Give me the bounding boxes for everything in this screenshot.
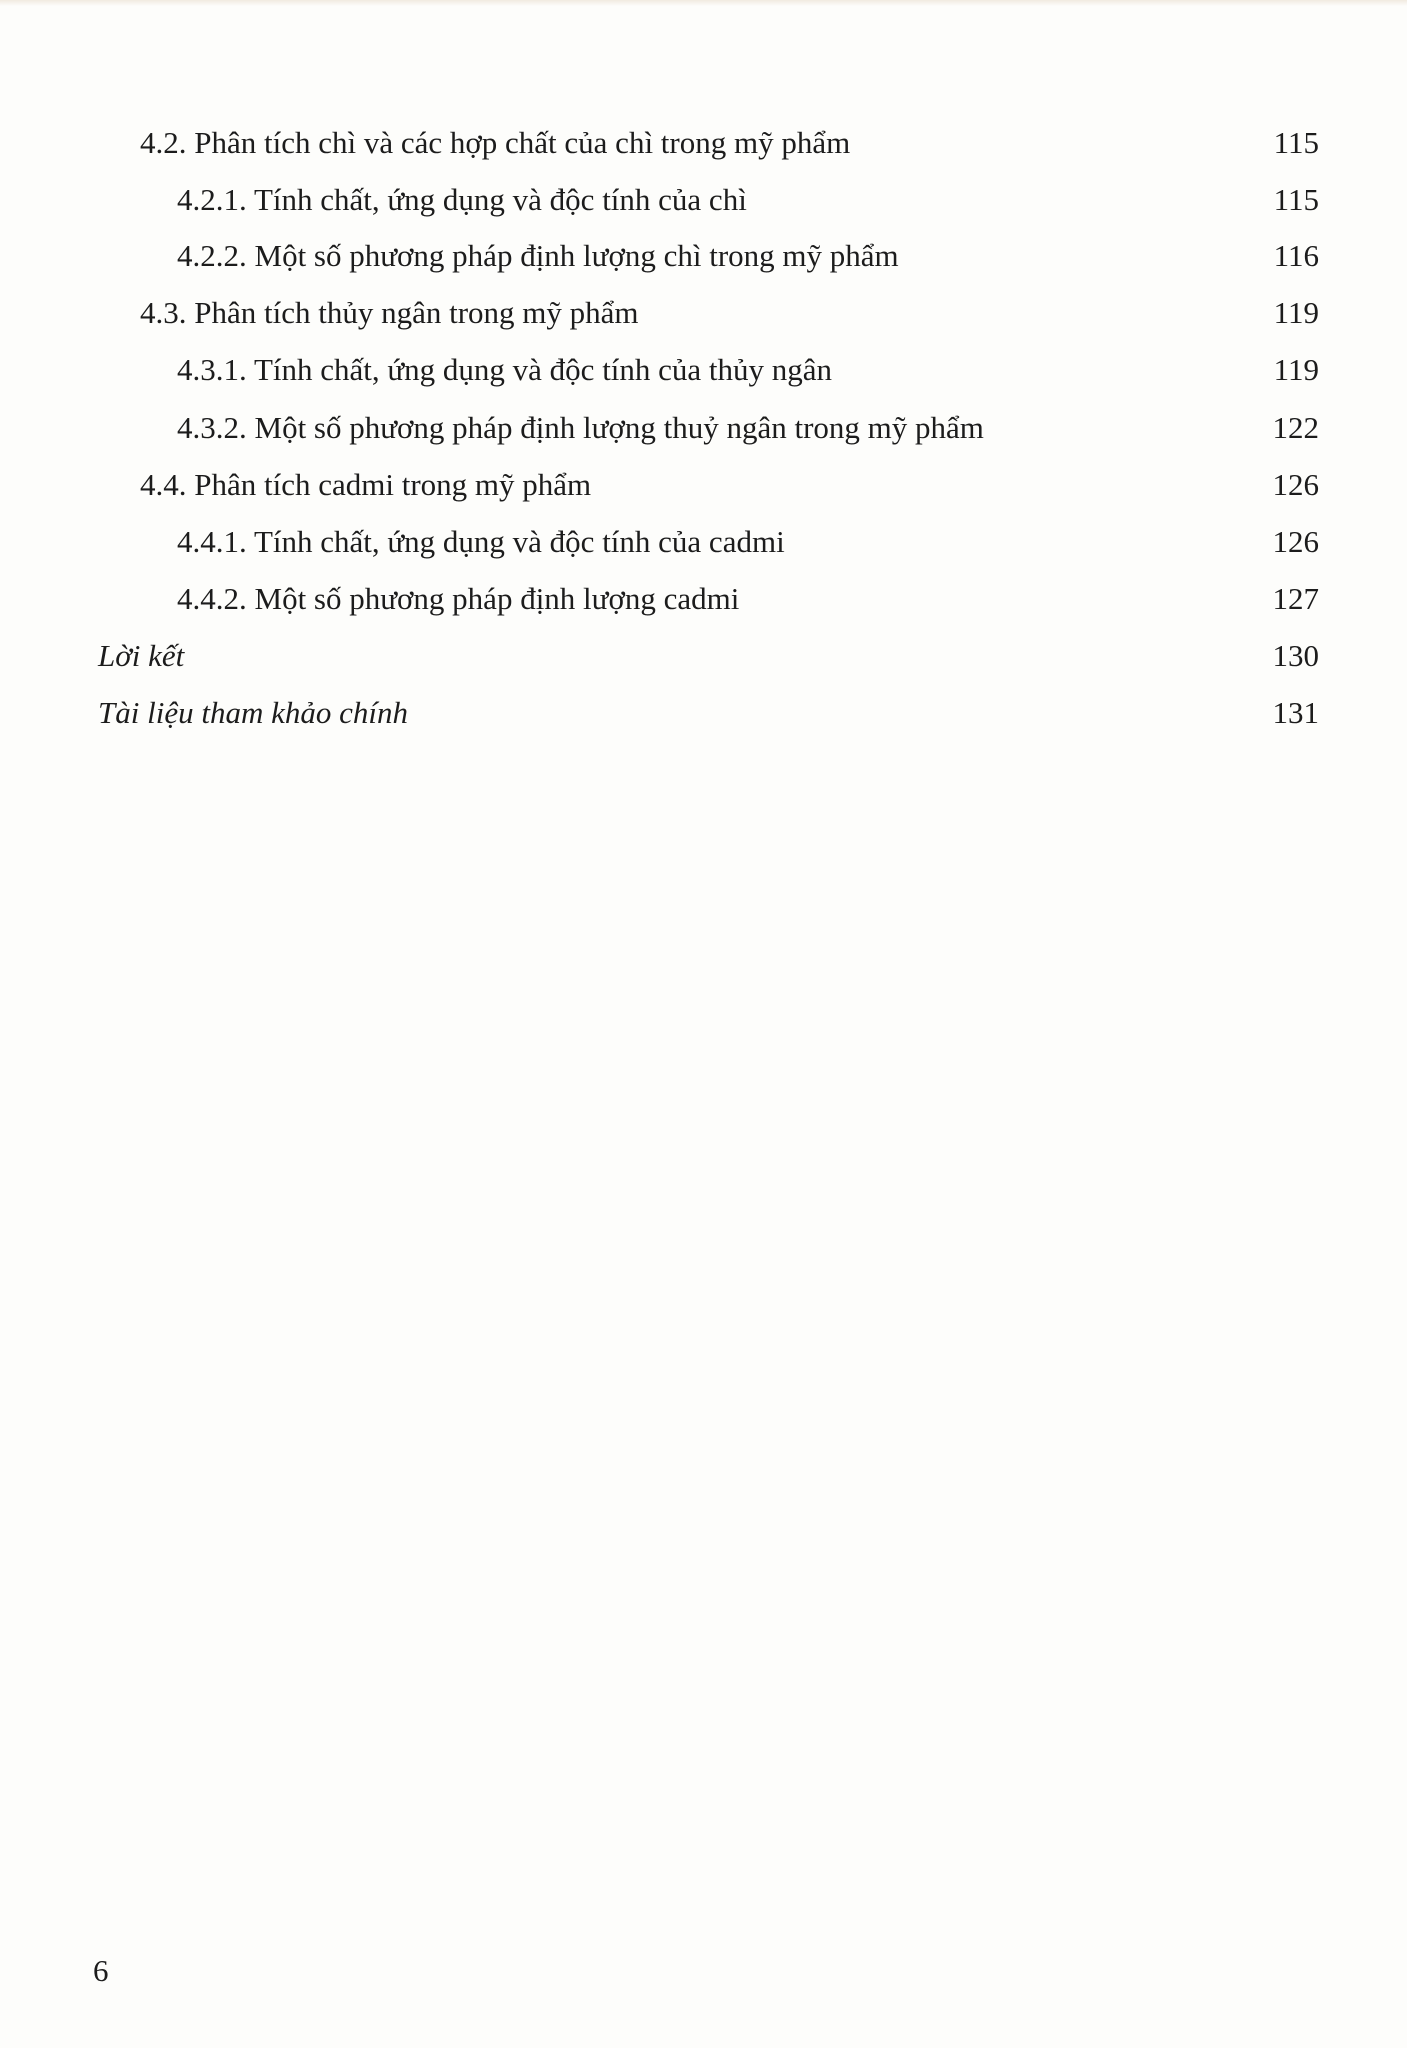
toc-entry-title: Lời kết [98,638,185,673]
page-top-edge [0,0,1407,6]
toc-entry-page: 127 [1272,581,1319,616]
toc-entry-page: 116 [1273,238,1319,273]
toc-entry-page: 115 [1273,182,1319,217]
toc-entry [0,233,1407,279]
toc-entry [0,405,1407,451]
toc-entry-page: 119 [1273,352,1319,387]
toc-entry-title: 4.4.2. Một số phương pháp định lượng cadmi [177,581,740,616]
toc-entry-title: Tài liệu tham khảo chính [98,695,408,730]
toc-entry-title: 4.2.1. Tính chất, ứng dụng và độc tính của chì [177,182,747,217]
toc-entry [0,462,1407,508]
toc-entry-title: 4.3.2. Một số phương pháp định lượng thuỷ ngân trong mỹ phẩm [177,410,984,445]
page-number: 6 [93,1953,109,1988]
toc-entry [0,633,1407,679]
toc-entry-page: 126 [1272,467,1319,502]
toc-entry-page: 131 [1272,695,1319,730]
toc-entry [0,177,1407,223]
toc-entry-page: 122 [1272,410,1319,445]
toc-entry [0,576,1407,622]
toc-entry-title: 4.2.2. Một số phương pháp định lượng chì trong mỹ phẩm [177,238,899,273]
toc-entry-title: 4.2. Phân tích chì và các hợp chất của chì trong mỹ phẩm [140,125,851,160]
toc-entry-title: 4.4. Phân tích cadmi trong mỹ phẩm [140,467,592,502]
toc-entry-page: 126 [1272,524,1319,559]
toc-entry [0,120,1407,166]
toc-entry-page: 119 [1273,295,1319,330]
toc-entry-title: 4.4.1. Tính chất, ứng dụng và độc tính của cadmi [177,524,785,559]
toc-entry-title: 4.3. Phân tích thủy ngân trong mỹ phẩm [140,295,639,330]
toc-entry [0,690,1407,736]
toc-entry [0,347,1407,393]
toc-entry-title: 4.3.1. Tính chất, ứng dụng và độc tính của thủy ngân [177,352,833,387]
toc-entry [0,519,1407,565]
toc-entry-page: 115 [1273,125,1319,160]
toc-entry [0,290,1407,336]
toc-entry-page: 130 [1272,638,1319,673]
